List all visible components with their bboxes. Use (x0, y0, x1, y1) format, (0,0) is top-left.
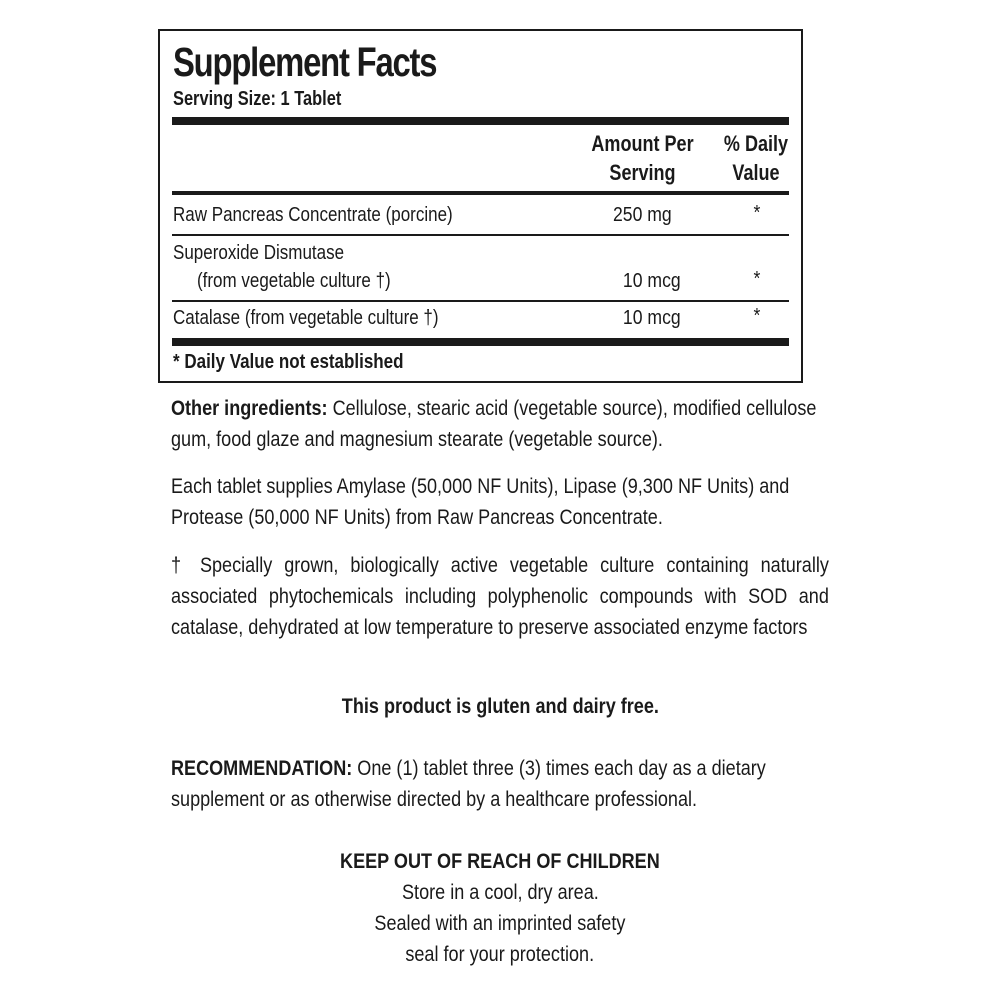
ingredient-amount: 10 mcg (623, 307, 681, 329)
divider-header (172, 191, 789, 195)
serving-size: Serving Size: 1 Tablet (173, 88, 342, 110)
ingredient-name: Raw Pancreas Concentrate (porcine) (173, 204, 453, 226)
divider-thick-bottom (172, 338, 789, 346)
storage-instruction: Store in a cool, dry area. (401, 881, 599, 904)
divider-thick-top (172, 117, 789, 125)
seal-note-line2: seal for your protection. (405, 943, 595, 966)
seal-note-line1: Sealed with an imprinted safety (374, 912, 626, 935)
column-header-amount: Amount Per Serving (591, 131, 694, 185)
ingredient-daily-value: * (753, 268, 761, 290)
enzyme-note: Each tablet supplies Amylase (50,000 NF Units), Lipase (9,300 NF Units) and Protease (50,000 NF Units) from Raw Pancreas Concentrate. (171, 475, 790, 529)
ingredient-daily-value: * (753, 305, 761, 327)
dagger-note: † Specially grown, biologically active vegetable culture containing naturally associated phytochemicals including polyphenolic compounds with SOD and catalase, dehydrated at low temperature to preserve associated enzyme factors (171, 554, 829, 639)
other-ingredients (171, 393, 829, 455)
other-ingredients-label: Other ingredients: (171, 397, 328, 420)
column-header-daily-value: % Daily Value (723, 131, 789, 185)
ingredient-amount: 250 mg (612, 204, 672, 226)
warning-heading: KEEP OUT OF REACH OF CHILDREN (340, 850, 660, 873)
row-divider (172, 234, 789, 236)
ingredient-daily-value: * (753, 202, 761, 224)
ingredient-amount: 10 mcg (623, 270, 681, 292)
other-ingredients-text: Cellulose, stearic acid (vegetable source), modified cellulose gum, food glaze and magnesium stearate (vegetable source). (171, 397, 817, 451)
recommendation-text: One (1) tablet three (3) times each day as a dietary supplement or as otherwise directed by a healthcare professional. (171, 757, 766, 811)
ingredient-name: Catalase (from vegetable culture †) (173, 307, 439, 329)
facts-title: Supplement Facts (173, 39, 437, 85)
row-divider (172, 300, 789, 302)
daily-value-footnote: * Daily Value not established (173, 351, 404, 373)
ingredient-source: (from vegetable culture †) (197, 270, 391, 292)
ingredient-name: Superoxide Dismutase (173, 242, 345, 264)
gluten-dairy-free-note: This product is gluten and dairy free. (341, 695, 659, 718)
supplement-facts-panel (158, 29, 803, 383)
recommendation-label: RECOMMENDATION: (171, 757, 353, 780)
recommendation (171, 753, 829, 815)
